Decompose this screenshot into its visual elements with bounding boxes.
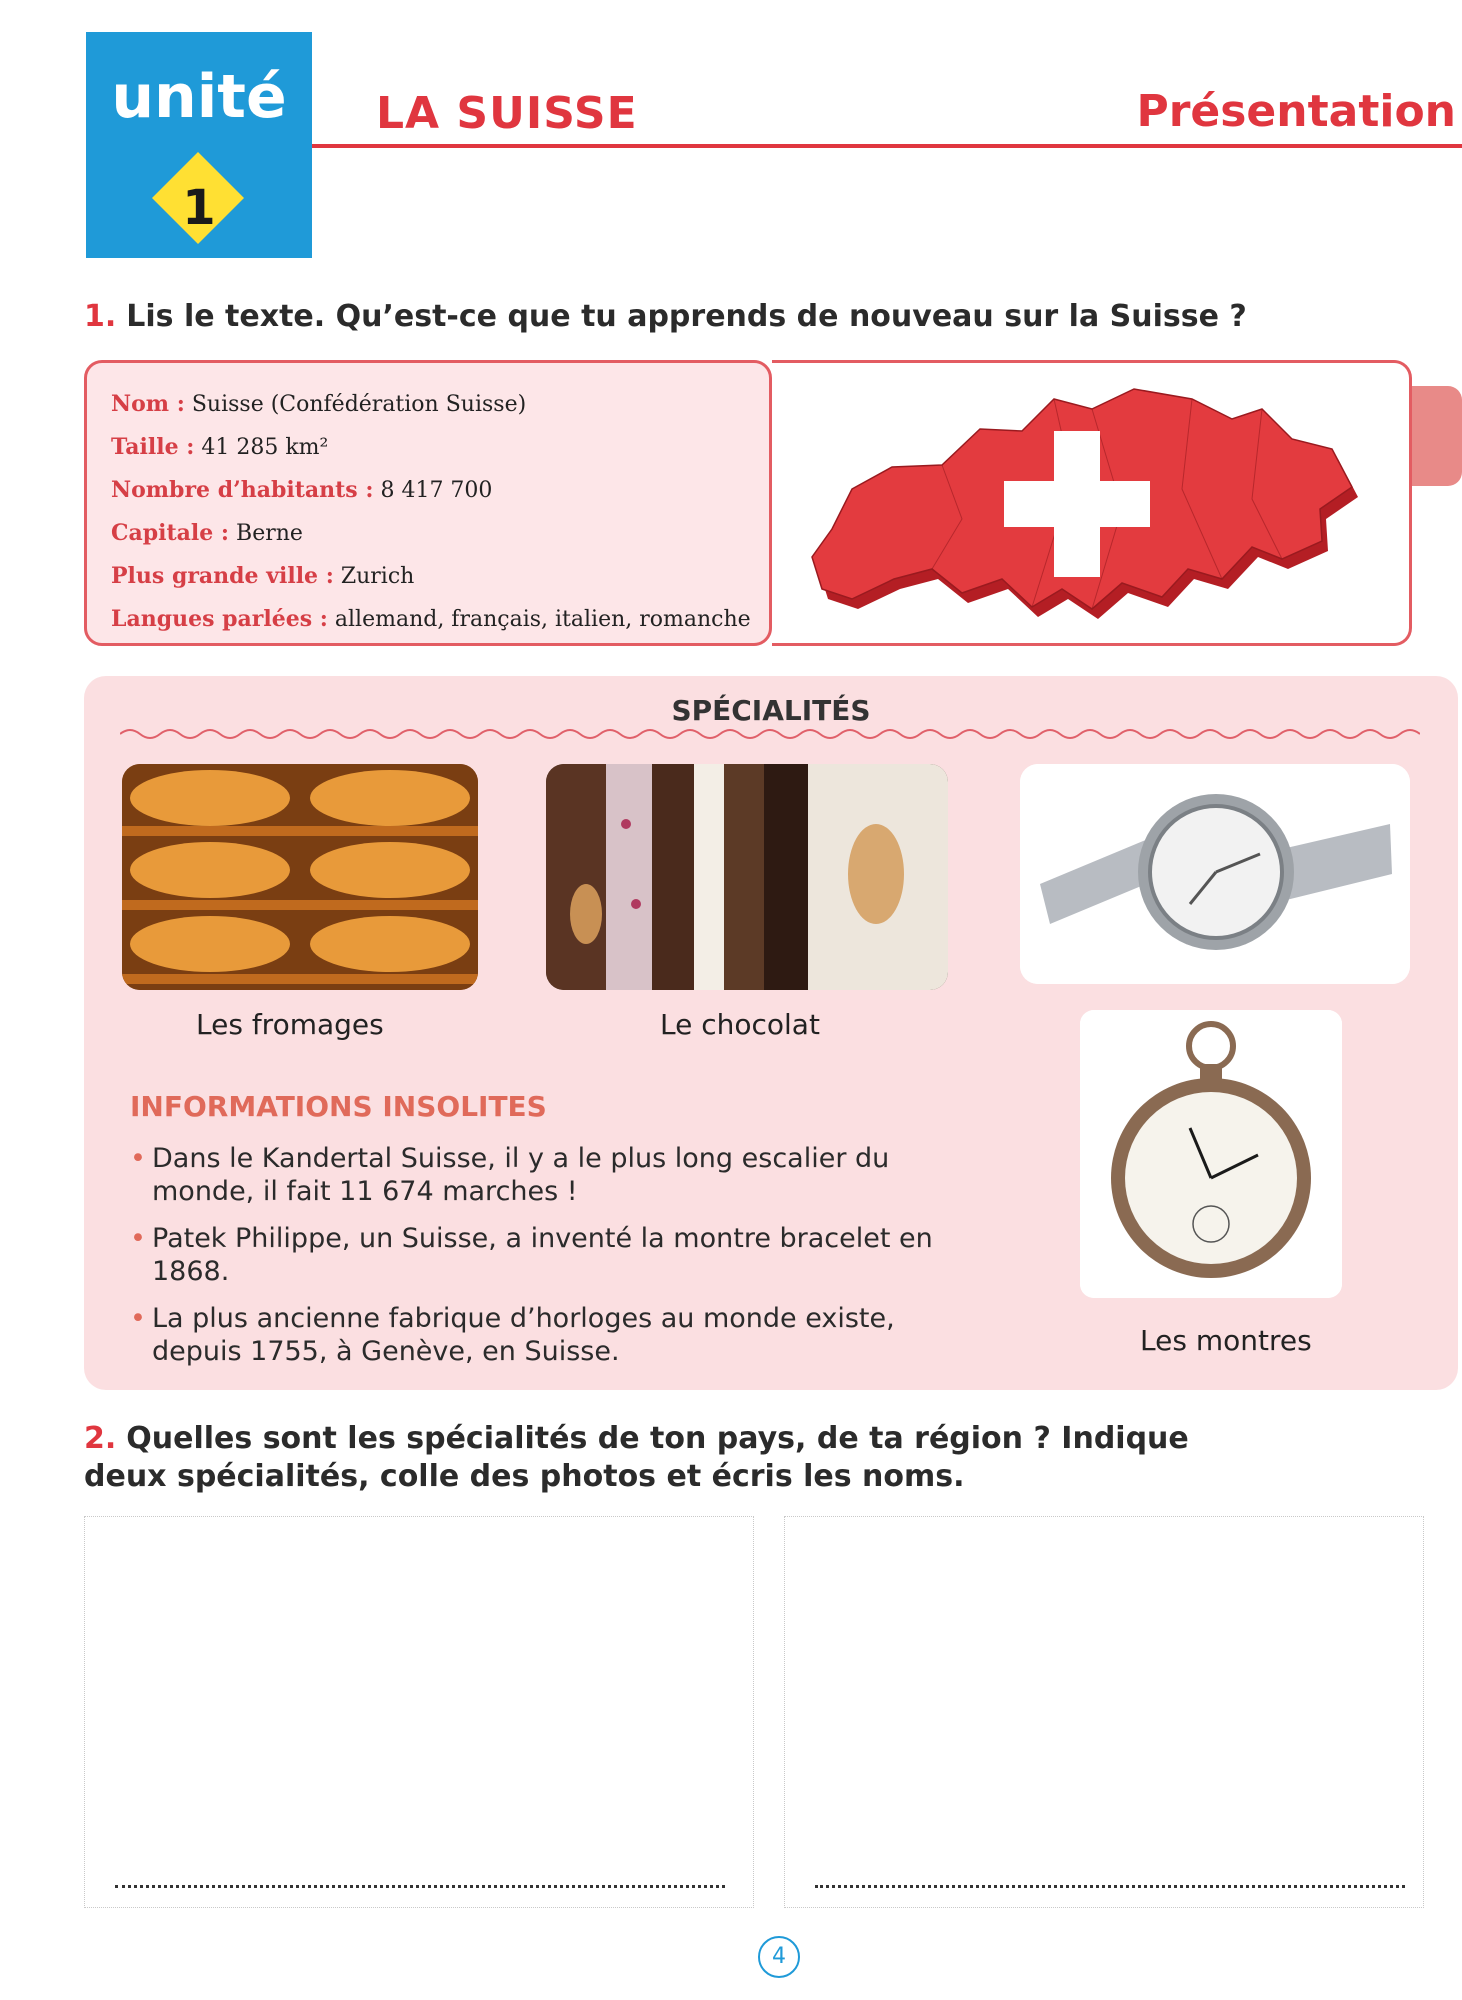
list-item: • Dans le Kandertal Suisse, il y a le plus long escalier du monde, il fait 11 674 marches ! [130, 1142, 990, 1208]
fact-label: Nom : [111, 391, 185, 417]
fact-value: Berne [229, 521, 303, 546]
exercise-2-instruction [84, 1420, 1264, 1495]
fact-value: 8 417 700 [373, 478, 493, 503]
exercise-1-text: Lis le texte. Qu’est-ce que tu apprends de nouveau sur la Suisse ? [126, 299, 1247, 334]
side-tab [1412, 386, 1462, 486]
answer-line-1[interactable] [115, 1885, 725, 1888]
fact-value: Suisse (Confédération Suisse) [184, 392, 527, 417]
montres-caption: Les montres [1140, 1324, 1312, 1357]
fact-habitants [111, 469, 769, 512]
chocolat-image [546, 764, 948, 990]
exercise-2-text: Quelles sont les spécialités de ton pays, de ta région ? Indique deux spécialités, colle des photos et écris les noms. [84, 1421, 1189, 1494]
fact-label: Taille : [111, 434, 195, 460]
answer-box-2[interactable] [784, 1516, 1424, 1908]
pocketwatch-image [1080, 1010, 1342, 1298]
insolites-title: INFORMATIONS INSOLITES [130, 1090, 547, 1123]
exercise-1-number: 1. [84, 299, 117, 334]
page-number: 4 [758, 1936, 800, 1978]
wavy-divider [120, 726, 1420, 742]
fact-label: Nombre d’habitants : [111, 477, 374, 503]
fromages-image [122, 764, 478, 990]
answer-line-2[interactable] [815, 1885, 1405, 1888]
fromages-caption: Les fromages [196, 1008, 384, 1041]
specialites-panel [84, 676, 1458, 1390]
section-title: Présentation [1136, 86, 1456, 137]
specialites-title: SPÉCIALITÉS [671, 694, 871, 727]
exercise-1-instruction [84, 298, 1247, 336]
header-divider [312, 144, 1462, 148]
fact-taille [111, 426, 769, 469]
fact-grande-ville [111, 555, 769, 598]
fact-value: 41 285 km² [194, 435, 329, 460]
fact-card [84, 360, 772, 646]
insolites-list [130, 1142, 990, 1382]
wristwatch-image [1020, 764, 1410, 984]
list-item: • Patek Philippe, un Suisse, a inventé la montre bracelet en 1868. [130, 1222, 990, 1288]
unit-number: 1 [182, 180, 216, 236]
fact-value: allemand, français, italien, romanche [327, 607, 751, 632]
fact-nom [111, 383, 769, 426]
map-card [772, 360, 1412, 646]
list-item: • La plus ancienne fabrique d’horloges au monde existe, depuis 1755, à Genève, en Suisse. [130, 1302, 990, 1368]
chocolat-caption: Le chocolat [660, 1008, 820, 1041]
chapter-title: LA SUISSE [376, 88, 638, 139]
fact-label: Langues parlées : [111, 606, 328, 632]
fact-capitale [111, 512, 769, 555]
fact-langues [111, 598, 769, 641]
unit-badge [86, 32, 312, 258]
fact-label: Capitale : [111, 520, 230, 546]
switzerland-map-image [792, 369, 1392, 639]
exercise-2-number: 2. [84, 1421, 117, 1456]
fact-label: Plus grande ville : [111, 563, 334, 589]
unit-label: unité [111, 62, 287, 132]
answer-box-1[interactable] [84, 1516, 754, 1908]
fact-value: Zurich [333, 564, 415, 589]
